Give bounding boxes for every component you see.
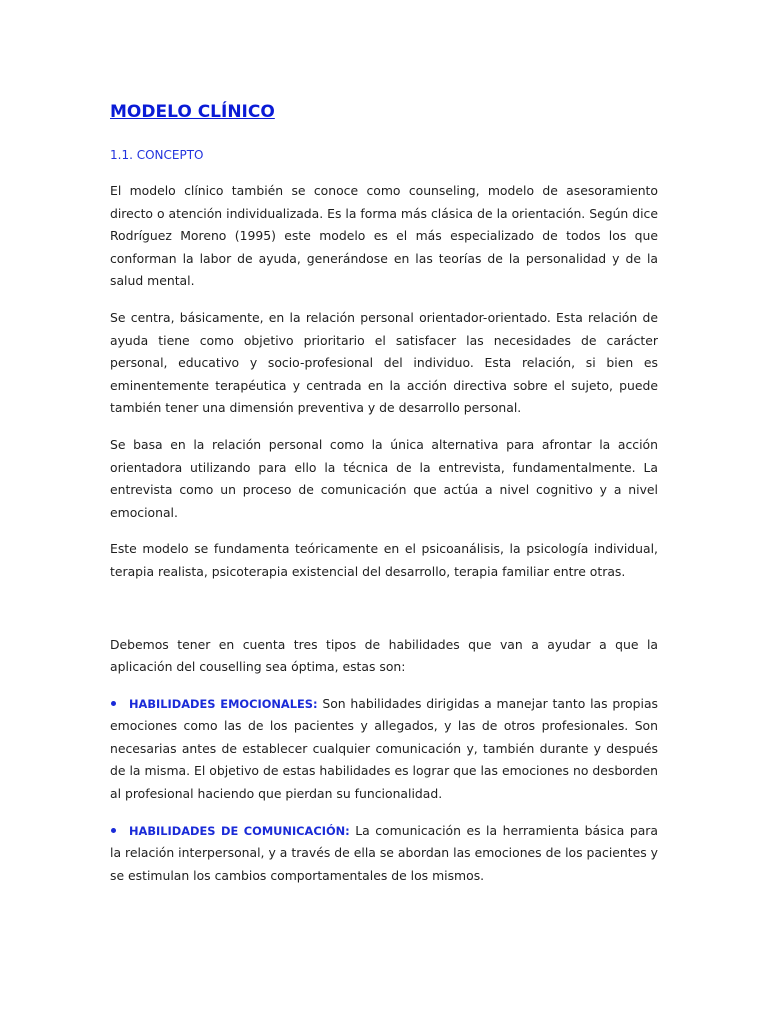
document-title: MODELO CLÍNICO: [110, 102, 275, 122]
paragraph: Se centra, básicamente, en la relación personal orientador-orientado. Esta relación de ayuda tiene como objetivo prioritario el satisfacer las necesidades de carácter personal, educativo y socio-profesional del individuo. Esta relación, si bien es eminentemente terapéutica y centrada en la acción directiva sobre el sujeto, puede también tener una dimensión preventiva y de desarrollo personal.: [110, 309, 658, 416]
paragraph: Se basa en la relación personal como la única alternativa para afrontar la acción orientadora utilizando para ello la técnica de la entrevista, fundamentalmente. La entrevista como un proceso de comunicación que actúa a nivel cognitivo y a nivel emocional.: [110, 436, 658, 520]
section-heading: 1.1. CONCEPTO: [110, 148, 204, 162]
bullet-dot-icon: [111, 828, 116, 833]
paragraph: El modelo clínico también se conoce como counseling, modelo de asesoramiento directo o atención individualizada. Es la forma más clásica de la orientación. Según dice Rodríguez Moreno (1995) este modelo es el más especializado de todos los que conforman la labor de ayuda, generándose en las teorías de la personalidad y de la salud mental.: [110, 183, 658, 289]
bullet-label: HABILIDADES EMOCIONALES:: [129, 696, 318, 711]
bullet-dot-icon: [111, 701, 116, 706]
bullet-item-emotional-skills: [110, 693, 658, 806]
paragraph: Debemos tener en cuenta tres tipos de habilidades que van a ayudar a que la aplicación del couselling sea óptima, estas son:: [110, 636, 658, 675]
bullet-label: HABILIDADES DE COMUNICACIÓN:: [129, 823, 350, 838]
paragraph: Este modelo se fundamenta teóricamente en el psicoanálisis, la psicología individual, terapia realista, psicoterapia existencial del desarrollo, terapia familiar entre otras.: [110, 541, 658, 579]
bullet-text: La comunicación es la herramienta básica para la relación interpersonal, y a través de ella se abordan las emociones de los pacientes y se estimulan los cambios comportamentales de los mismos.: [110, 822, 658, 883]
bullet-item-communication-skills: [110, 820, 658, 888]
bullet-text: Son habilidades dirigidas a manejar tanto las propias emociones como las de los pacientes y allegados, y las de otros profesionales. Son necesarias antes de establecer cualquier comunicación y, también durante y después de la misma. El objetivo de estas habilidades es lograr que las emociones no desborden al profesional haciendo que pierdan su funcionalidad.: [110, 695, 658, 802]
